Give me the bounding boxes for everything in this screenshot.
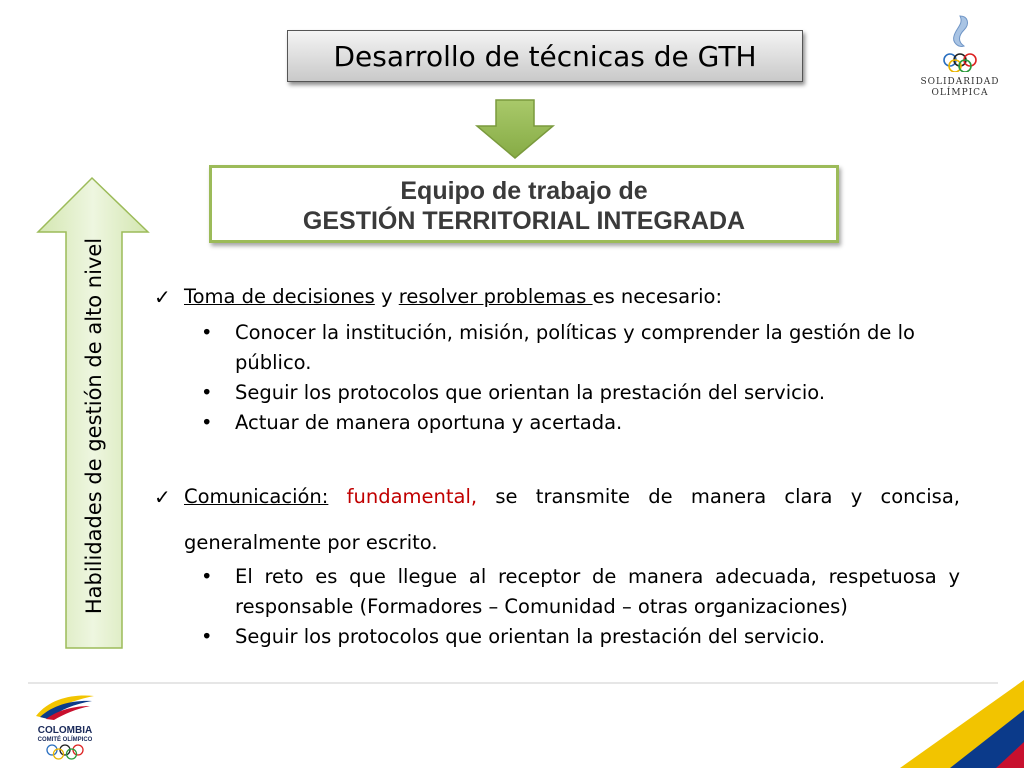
section2-rest-line1: se transmite de manera clara y concisa, (495, 485, 960, 508)
bullet-icon: • (201, 381, 213, 404)
olympic-rings-icon (918, 12, 1002, 72)
side-label: Habilidades de gestión de alto nivel (82, 237, 106, 615)
term-comunicacion: Comunicación: (184, 485, 329, 508)
comite-text: COMITÉ OLÍMPICO (37, 737, 93, 743)
bullet-icon: • (201, 625, 213, 648)
colombia-text: COLOMBIA (37, 725, 93, 736)
bullet-icon: • (201, 321, 213, 344)
list-item (201, 562, 960, 622)
team-box (209, 165, 839, 243)
list-item (201, 318, 960, 378)
bullet-text: Conocer la institución, misión, políticas y comprender la gestión de lo público. (235, 321, 915, 374)
section2-rest-line2: generalmente por escrito. (184, 531, 438, 554)
section2-bullet-list (150, 562, 960, 652)
down-arrow-icon (474, 98, 556, 160)
slide-title: Desarrollo de técnicas de GTH (287, 30, 803, 82)
logo-text-line1: SOLIDARIDAD (920, 77, 1000, 87)
section1-rest: es necesario: (592, 285, 723, 308)
solidaridad-olimpica-logo (918, 12, 1002, 99)
bullet-text: El reto es que llegue al receptor de manera adecuada, respetuosa y responsable (Formadores – Comunidad – otras organizaciones) (235, 565, 960, 618)
section2-heading (150, 480, 960, 514)
list-item (201, 622, 960, 652)
checkmark-icon: ✓ (154, 285, 171, 309)
list-item (201, 378, 960, 408)
highlight-fundamental: fundamental, (346, 485, 478, 508)
bullet-text: Actuar de manera oportuna y acertada. (235, 411, 623, 434)
joiner-text: y (374, 285, 399, 308)
list-item (201, 408, 960, 438)
team-box-line1: Equipo de trabajo de (400, 177, 648, 205)
team-box-line2: GESTIÓN TERRITORIAL INTEGRADA (302, 207, 746, 235)
slide-content (150, 280, 960, 652)
term-problemas: resolver problemas (398, 285, 593, 308)
bullet-icon: • (201, 411, 213, 434)
bullet-text: Seguir los protocolos que orientan la prestación del servicio. (235, 381, 826, 404)
olympic-rings-icon (43, 744, 87, 760)
corner-flag-icon (900, 680, 1024, 768)
colombia-swoosh-icon (30, 690, 100, 720)
section1-bullet-list (150, 318, 960, 438)
section1-heading (150, 280, 960, 314)
checkmark-icon: ✓ (154, 485, 171, 509)
bullet-text: Seguir los protocolos que orientan la prestación del servicio. (235, 625, 826, 648)
colombia-olympic-logo (30, 690, 100, 765)
footer-divider (28, 682, 998, 684)
logo-text-line2: OLÍMPICA (931, 88, 989, 98)
term-decisiones: Toma de decisiones (184, 285, 375, 308)
bullet-icon: • (201, 565, 213, 588)
